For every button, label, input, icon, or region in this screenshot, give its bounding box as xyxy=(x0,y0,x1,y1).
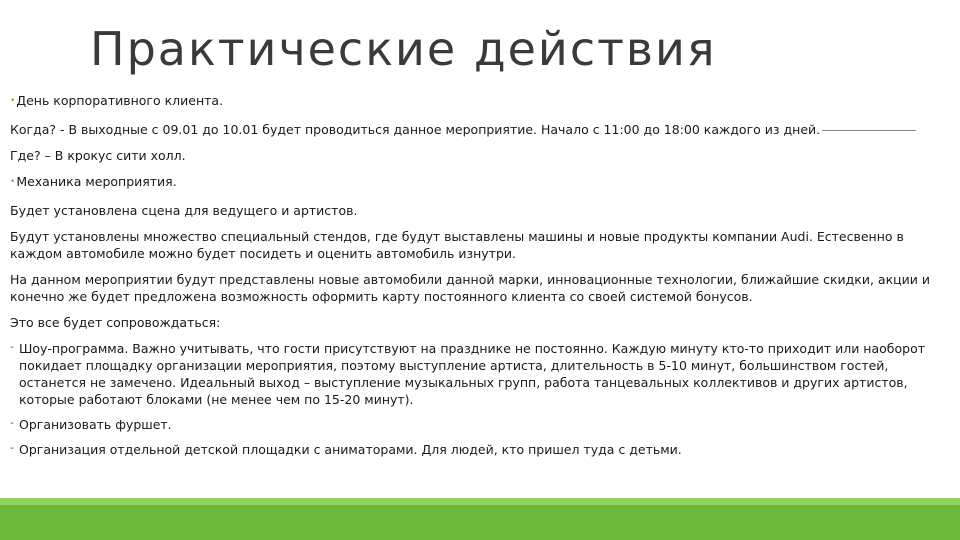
sub-item-text: Организовать фуршет. xyxy=(19,417,172,432)
paragraph-new-cars: На данном мероприятии будут представлены новые автомобили данной марки, инновационные технологии, ближайшие скидки, акции и конечно же будет предложена возможность оформить карту постоянного клиента со своей системой бонусов. xyxy=(10,272,930,304)
paragraph-stage: Будет установлена сцена для ведущего и артистов. xyxy=(10,203,358,218)
sub-item-text: Организация отдельной детской площадки с аниматорами. Для людей, кто пришел туда с детьми. xyxy=(19,442,682,457)
sub-item-show xyxy=(10,340,945,408)
bullet-icon: • xyxy=(10,96,16,106)
sub-item-buffet xyxy=(10,416,945,433)
paragraph-when xyxy=(10,121,945,138)
underline-rule xyxy=(822,130,916,131)
footer-bar xyxy=(0,505,960,540)
paragraph-text: Когда? - В выходные с 09.01 до 10.01 будет проводиться данное мероприятие. Начало с 11:00 до 18:00 каждого из дней. xyxy=(10,122,821,137)
slide-title: Практические действия xyxy=(90,22,717,76)
footer-accent-bar xyxy=(0,498,960,505)
sub-item-text: Шоу-программа. Важно учитывать, что гости присутствуют на празднике не постоянно. Каждую минуту кто-то приходит или наоборот покидает площадку организации мероприятия, поэтому выступление артиста, длительность в 5-10 минут, большинством гостей, останется не замечено. Идеальный выход – выступление музыкальных групп, работа танцевальных коллективов и других артистов, которые работают блоками (не менее чем по 15-20 минут). xyxy=(19,341,926,407)
dash-icon: - xyxy=(10,416,14,429)
dash-icon: - xyxy=(10,340,14,353)
bullet-icon: • xyxy=(10,177,16,187)
slide-body xyxy=(10,92,945,466)
bullet-text: Механика мероприятия. xyxy=(16,174,177,189)
sub-item-kids xyxy=(10,441,945,458)
bullet-text: День корпоративного клиента. xyxy=(16,93,224,108)
bullet-mechanics xyxy=(10,173,945,193)
paragraph-accompaniment: Это все будет сопровождаться: xyxy=(10,315,221,330)
paragraph-stands: Будут установлены множество специальный стендов, где будут выставлены машины и новые продукты компании Audi. Естесвенно в каждом автомобиле можно будет посидеть и оценить автомобиль изнутри. xyxy=(10,229,904,261)
dash-icon: - xyxy=(10,441,14,454)
paragraph-where: Где? – В крокус сити холл. xyxy=(10,148,186,163)
bullet-event xyxy=(10,92,945,112)
